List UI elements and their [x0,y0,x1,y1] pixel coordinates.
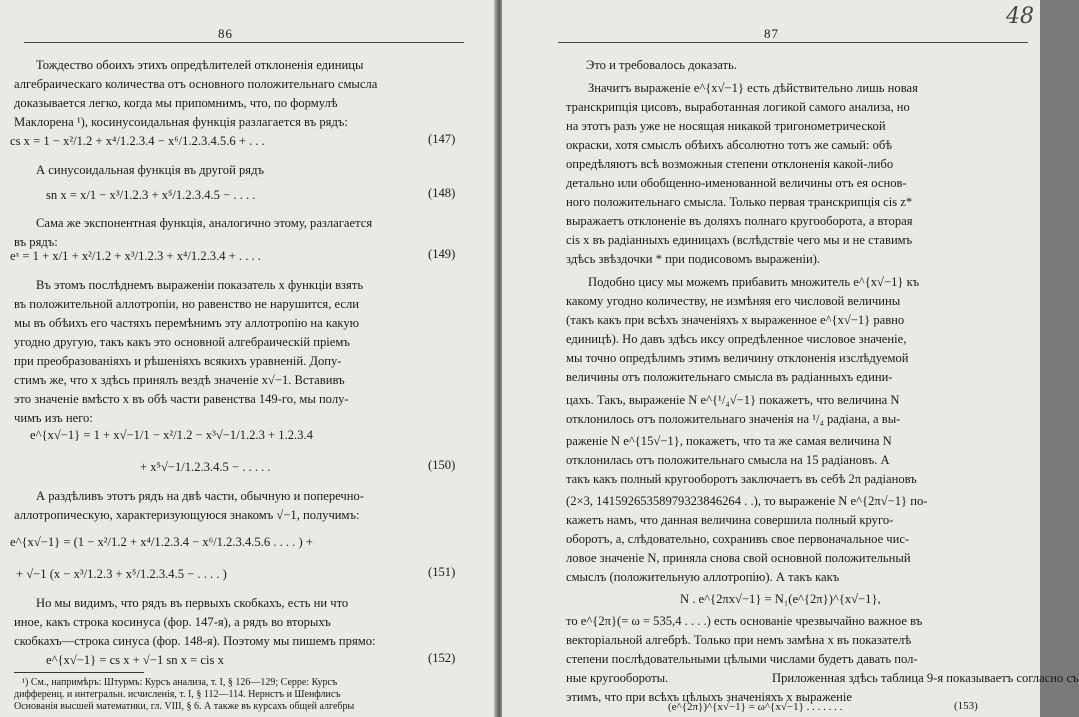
equation-number-148: (148) [428,186,456,200]
left-para6-line2: иное, какъ строка косинуса (фор. 147-я), а рядъ во вторыхъ [14,615,331,629]
right-para3-line1: то e^{2π}(= ω = 535,4 . . . .) есть основаніе чрезвычайно важное въ [566,614,923,628]
equation-number-152: (152) [428,651,456,665]
right-para2-line12: (2×3, 14159265358979323846264 . .), то выраженіе N e^{2π√−1} по- [566,494,928,508]
right-para2-line5: мы точно опредѣлимъ этимъ величину отклоненія изслѣдуемой [566,351,909,365]
equation-number-150: (150) [428,458,456,472]
footnote-line2: дифференц. и интегральн. исчисленія, т. I, § 112—114. Нернстъ и Шенфлисъ [14,689,341,700]
equation-150-line1: e^{x√−1} = 1 + x√−1/1 − x²/1.2 − x³√−1/1.2.3 + 1.2.3.4 [30,428,313,442]
left-para4-line6: стимъ же, что x здѣсь принялъ вездѣ значеніе x√−1. Вставивъ [14,373,345,387]
right-para3-line2: векторіальной алгебрѣ. Только при немъ замѣна x въ показателѣ [566,633,912,647]
right-para1-line10: здѣсь звѣздочки * при подисовомъ выраженіи). [566,252,821,266]
left-para4-line2: въ положительной аллотропіи, но равенство не нарушится, если [14,297,360,311]
left-para1-line4: Маклорена ¹), косинусоидальная функція разлагается въ рядъ: [14,115,348,129]
left-para2: А синусоидальная функція въ другой рядъ [36,163,264,177]
left-para1-line1: Тождество обоихъ этихъ опредѣлителей отклоненія единицы [36,58,364,72]
right-para1-line4: окраски, хотя смыслъ обѣихъ абсолютно тотъ же самый: обѣ [566,138,893,152]
right-line1: Это и требовалось доказать. [586,58,737,72]
left-page [0,0,496,717]
left-para1-line2: алгебраическаго количества отъ основного положительнаго смысла [14,77,378,91]
equation-147: cs x = 1 − x²/1.2 + x⁴/1.2.3.4 − x⁶/1.2.3.4.5.6 + . . . [10,134,265,148]
right-para2-line10: отклонилась отъ положительнаго смысла на 15 радіановъ. А [566,453,890,467]
right-para3-line4: ные кругообороты. [566,671,669,685]
right-para3-line3: степени послѣдовательными цѣлыми числами будетъ давать пол- [566,652,918,666]
left-para4-line7: это значеніе вмѣсто x въ обѣ части равенства 149-го, мы полу- [14,392,349,406]
footnote-rule [14,672,144,673]
equation-148: sn x = x/1 − x³/1.2.3 + x⁵/1.2.3.4.5 − . . . . [46,188,256,202]
handwritten-page-number: 48 [1006,4,1034,29]
right-para2-line2: какому угодно количеству, не измѣняя его числовой величины [566,294,901,308]
left-para3-line2: въ рядъ: [14,235,58,249]
left-para5-line1: А раздѣливъ этотъ рядъ на двѣ части, обычную и поперечно- [36,489,364,503]
equation-152: e^{x√−1} = cs x + √−1 sn x = cis x [46,653,224,667]
right-para2-line8: отклонилось отъ положительнаго значенія на ¹/₄ радіана, а вы- [566,412,901,426]
header-rule [558,42,1028,43]
right-para2-line7: цахъ. Такъ, выраженіе N e^{¹/₄√−1} покажетъ, что величина N [566,393,900,407]
right-para1-line6: детально или обобщенно-именованной величины отъ ея основ- [566,176,907,190]
right-para2-line14: оборотъ, а, слѣдовательно, сохранивъ свое первоначальное чис- [566,532,910,546]
equation-153: (e^{2π})^{x√−1} = ω^{x√−1} . . . . . . . [668,701,843,713]
left-para3-line1: Сама же экспонентная функція, аналогично этому, разлагается [36,216,373,230]
right-para1-line8: выражаетъ отклоненіе въ доляхъ полнаго кругооборота, а вторая [566,214,913,228]
equation-151-line2: + √−1 (x − x³/1.2.3 + x⁵/1.2.3.4.5 − . . . . ) [16,567,227,581]
left-para5-line2: аллотропическую, характеризующуюся знакомъ √−1, получимъ: [14,508,360,522]
header-rule [24,42,464,43]
right-para2-line15: ловое значеніе N, приняла снова свой основной положительный [566,551,911,565]
right-para2-line11: такъ какъ полный кругооборотъ заключаетъ въ себѣ 2π радіановъ [566,472,917,486]
equation-number-153: (153) [954,700,978,712]
equation-number-149: (149) [428,247,456,261]
equation-150-line2: + x⁵√−1/1.2.3.4.5 − . . . . . [140,460,271,474]
equation-number-151: (151) [428,565,456,579]
right-para2-line1: Подобно цису мы можемъ прибавить множитель e^{x√−1} къ [588,275,920,289]
right-para4-line1: Приложенная здѣсь таблица 9-я показываетъ согласно съ [772,671,1079,685]
right-para1-line1: Значитъ выраженіе e^{x√−1} есть дѣйствительно лишь новая [588,81,918,95]
right-para2-line9: раженіе N e^{15√−1}, покажетъ, что та же самая величина N [566,434,892,448]
right-para2-line6: величины отъ положительнаго смысла въ радіанныхъ едини- [566,370,893,384]
right-page [502,0,1079,717]
right-para2-line4: единицѣ). Но давъ здѣсь иксу опредѣленное числовое значеніе, [566,332,907,346]
right-para2-line13: кажетъ намъ, что данная величина совершила полный круго- [566,513,894,527]
equation-151-line1: e^{x√−1} = (1 − x²/1.2 + x⁴/1.2.3.4 − x⁶/1.2.3.4.5.6 . . . . ) + [10,535,313,549]
footnote-line3: Основанія высшей математики, гл. VIII, § 6. А также въ курсахъ общей алгебры [14,701,355,712]
right-para2-line16: смыслъ (положительную аллотропію). А такъ какъ [566,570,840,584]
left-para6-line1: Но мы видимъ, что рядъ въ первыхъ скобкахъ, есть ни что [36,596,349,610]
left-para4-line3: мы въ обѣихъ его частяхъ перемѣнимъ эту аллотропію на какую [14,316,360,330]
right-para2-line3: (такъ какъ при всѣхъ значеніяхъ x выраженное e^{x√−1} равно [566,313,905,327]
right-para4-line2: этимъ, что при всѣхъ цѣлыхъ значеніяхъ x выраженіе [566,690,852,704]
left-para4-line5: при преобразованіяхъ и рѣшеніяхъ всякихъ уравненій. Допу- [14,354,342,368]
left-para1-line3: доказывается легко, когда мы припомнимъ, что, по формулѣ [14,96,338,110]
left-para4-line4: угодно другую, такъ какъ это основной алгебраическій пріемъ [14,335,350,349]
right-para1-line2: транскрипція цисовъ, выработанная логикой самого анализа, но [566,100,910,114]
right-para1-line9: cis x въ радіанныхъ единицахъ (вслѣдствіе чего мы и не ставимъ [566,233,913,247]
equation-center: N . e^{2πx√−1} = N₁(e^{2π})^{x√−1}, [680,592,881,606]
right-para1-line5: опредѣляютъ всѣ возможныя степени отклоненія какой-либо [566,157,894,171]
footnote-line1: ¹) См., напримѣръ: Штурмъ: Курсъ анализа, т. I, § 126—129; Серре: Курсъ [22,677,338,688]
equation-149: eˣ = 1 + x/1 + x²/1.2 + x³/1.2.3 + x⁴/1.2.3.4 + . . . . [10,249,261,263]
right-para1-line3: на этотъ разъ уже не носящая никакой тригонометрической [566,119,886,133]
left-para4-line1: Въ этомъ послѣднемъ выраженіи показатель x функціи взять [36,278,364,292]
right-para1-line7: ного положительнаго смысла. Только первая транскрипція cis z* [566,195,913,209]
left-para6-line3: скобкахъ—строка синуса (фор. 148-я). Поэтому мы пишемъ прямо: [14,634,376,648]
equation-number-147: (147) [428,132,456,146]
page-number-86: 86 [218,26,233,41]
page-number-87: 87 [764,26,779,41]
left-para4-line8: чимъ изъ него: [14,411,93,425]
